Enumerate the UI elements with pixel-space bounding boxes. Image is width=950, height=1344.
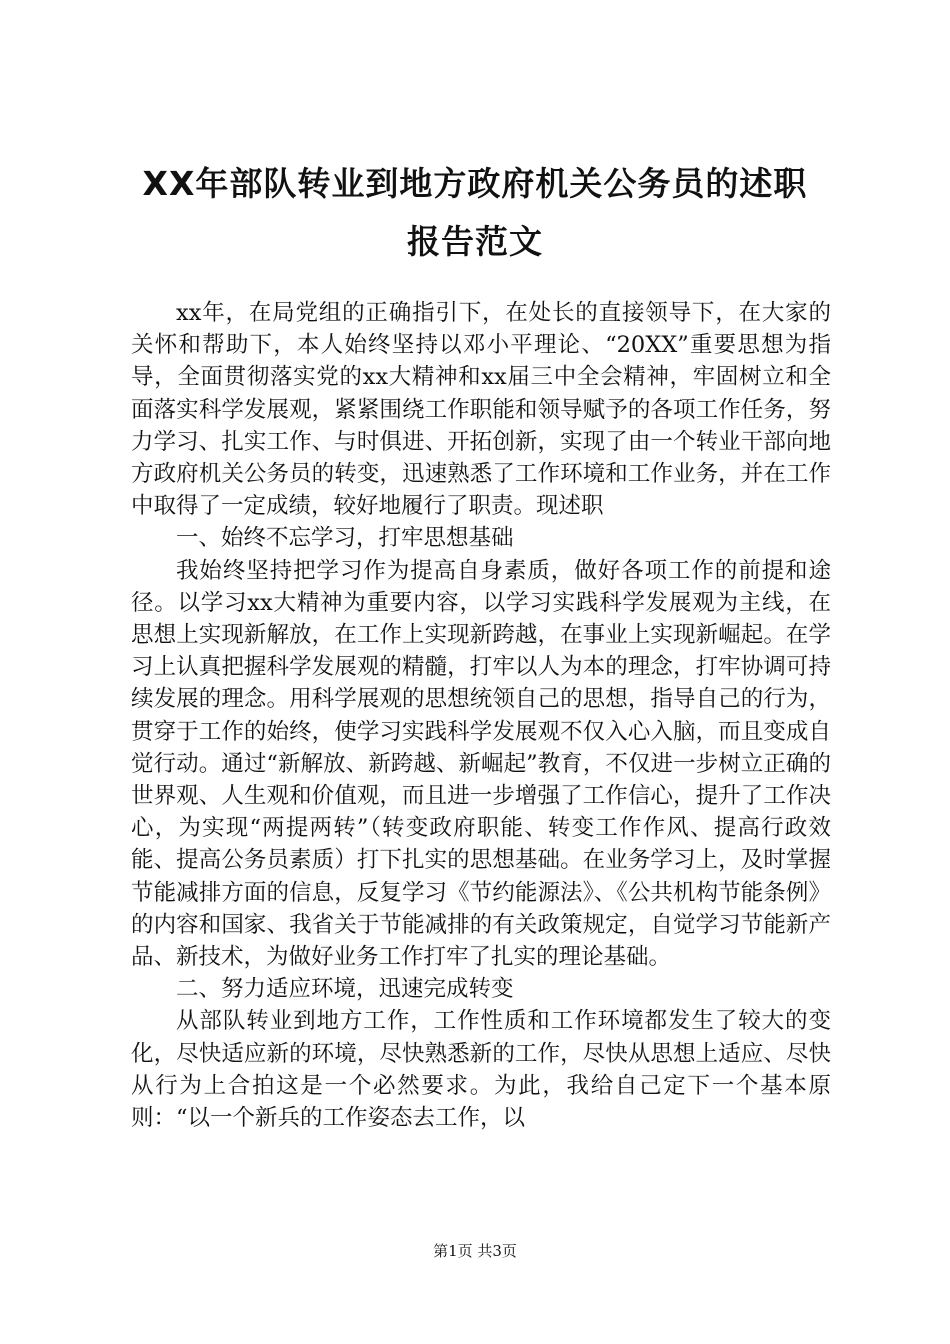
section-heading-2: 二、努力适应环境，迅速完成转变 [176, 976, 514, 1003]
document-body [131, 297, 831, 1134]
paragraph-intro: xx年，在局党组的正确指引下，在处长的直接领导下，在大家的关怀和帮助下，本人始终坚持以邓小平理论、“20XX”重要思想为指导，全面贯彻落实党的xx大精神和xx届三中全会精神，牢固树立和全面落实科学发展观，紧紧围绕工作职能和领导赋予的各项工作任务，努力学习、扎实工作、与时俱进、开拓创新，实现了由一个转业干部向地方政府机关公务员的转变，迅速熟悉了工作环境和工作业务，并在工作中取得了一定成绩，较好地履行了职责。现述职 [131, 300, 831, 520]
page-footer: 第1页 共3页 [433, 1242, 517, 1260]
paragraph-section-2: 从部队转业到地方工作，工作性质和工作环境都发生了较大的变化，尽快适应新的环境，尽快熟悉新的工作，尽快从思想上适应、尽快从行为上合拍这是一个必然要求。为此，我给自己定下一个基本原则：“以一个新兵的工作姿态去工作，以 [131, 1008, 831, 1132]
document-title-line-2: 报告范文 [407, 222, 543, 261]
document-title-line-1: XX年部队转业到地方政府机关公务员的述职 [142, 164, 808, 203]
section-heading-1: 一、始终不忘学习，打牢思想基础 [176, 525, 514, 552]
paragraph-section-1: 我始终坚持把学习作为提高自身素质，做好各项工作的前提和途径。以学习xx大精神为重要内容，以学习实践科学发展观为主线，在思想上实现新解放，在工作上实现新跨越，在事业上实现新崛起。在学习上认真把握科学发展观的精髓，打牢以人为本的理念，打牢协调可持续发展的理念。用科学展观的思想统领自己的思想，指导自己的行为，贯穿于工作的始终，使学习实践科学发展观不仅入心入脑，而且变成自觉行动。通过“新解放、新跨越、新崛起”教育，不仅进一步树立正确的世界观、人生观和价值观，而且进一步增强了工作信心，提升了工作决心，为实现“两提两转”（转变政府职能、转变工作作风、提高行政效能、提高公务员素质）打下扎实的思想基础。在业务学习上，及时掌握节能减排方面的信息，反复学习《节约能源法》、《公共机构节能条例》的内容和国家、我省关于节能减排的有关政策规定，自觉学习节能新产品、新技术，为做好业务工作打牢了扎实的理论基础。 [131, 557, 831, 971]
